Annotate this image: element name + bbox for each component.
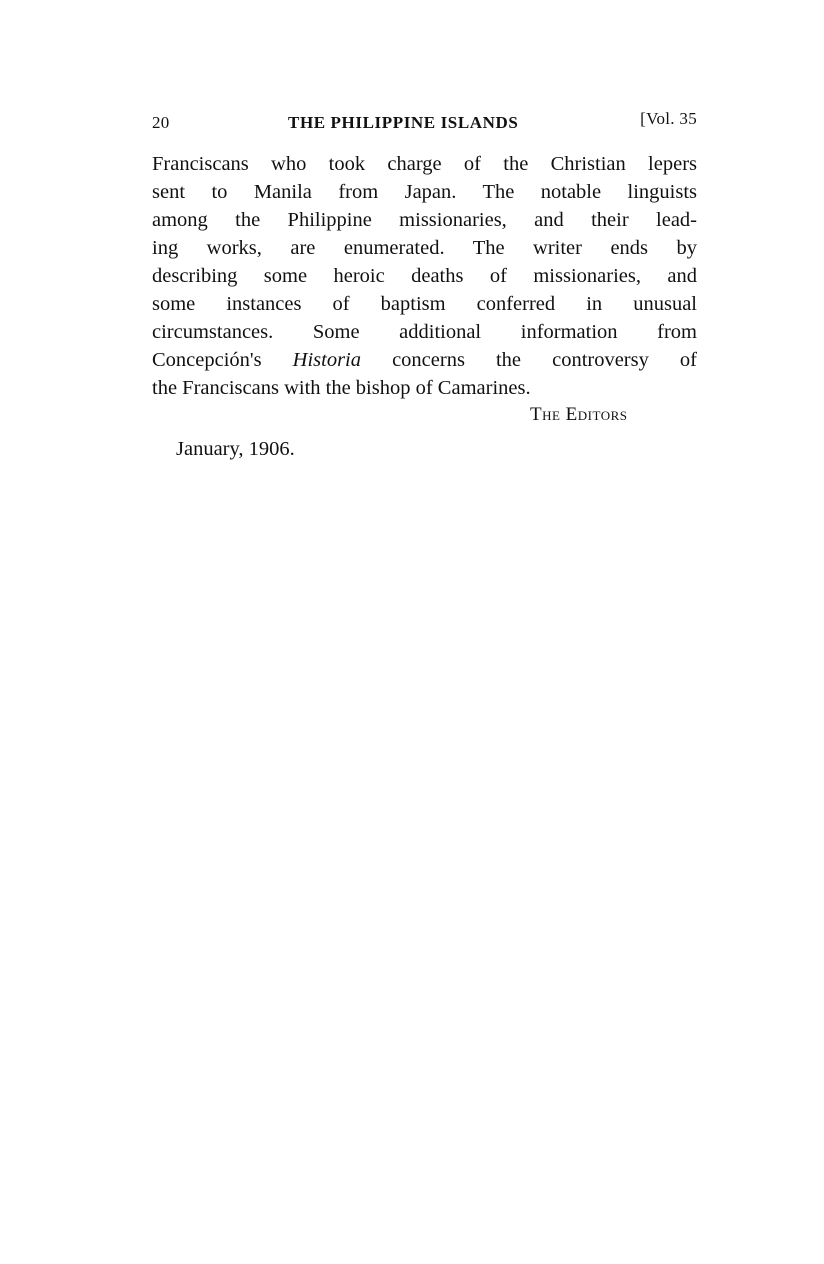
- text-line: the Franciscans with the bishop of Camarines.: [152, 377, 531, 399]
- text-line: sent to Manila from Japan. The notable linguists: [152, 181, 697, 203]
- text-segment: Concepción's: [152, 349, 293, 371]
- page-number: 20: [152, 113, 170, 132]
- text-line: circumstances. Some additional information from: [152, 321, 697, 343]
- running-title: THE PHILIPPINE ISLANDS: [288, 113, 519, 132]
- body-paragraph: [152, 150, 697, 402]
- text-line: some instances of baptism conferred in unusual: [152, 293, 697, 315]
- running-header: [152, 109, 697, 139]
- text-line: among the Philippine missionaries, and their lead-: [152, 209, 697, 231]
- text-line: [152, 346, 697, 374]
- text-line: ing works, are enumerated. The writer ends by: [152, 237, 697, 259]
- text-segment: concerns the controversy of: [361, 349, 697, 371]
- editors-signature: The Editors: [530, 404, 628, 425]
- text-line: Franciscans who took charge of the Christian lepers: [152, 153, 697, 175]
- date-line: January, 1906.: [176, 438, 295, 460]
- text-line: describing some heroic deaths of missionaries, and: [152, 265, 697, 287]
- book-title-historia: Historia: [292, 349, 362, 371]
- volume-label: [Vol. 35: [640, 109, 697, 128]
